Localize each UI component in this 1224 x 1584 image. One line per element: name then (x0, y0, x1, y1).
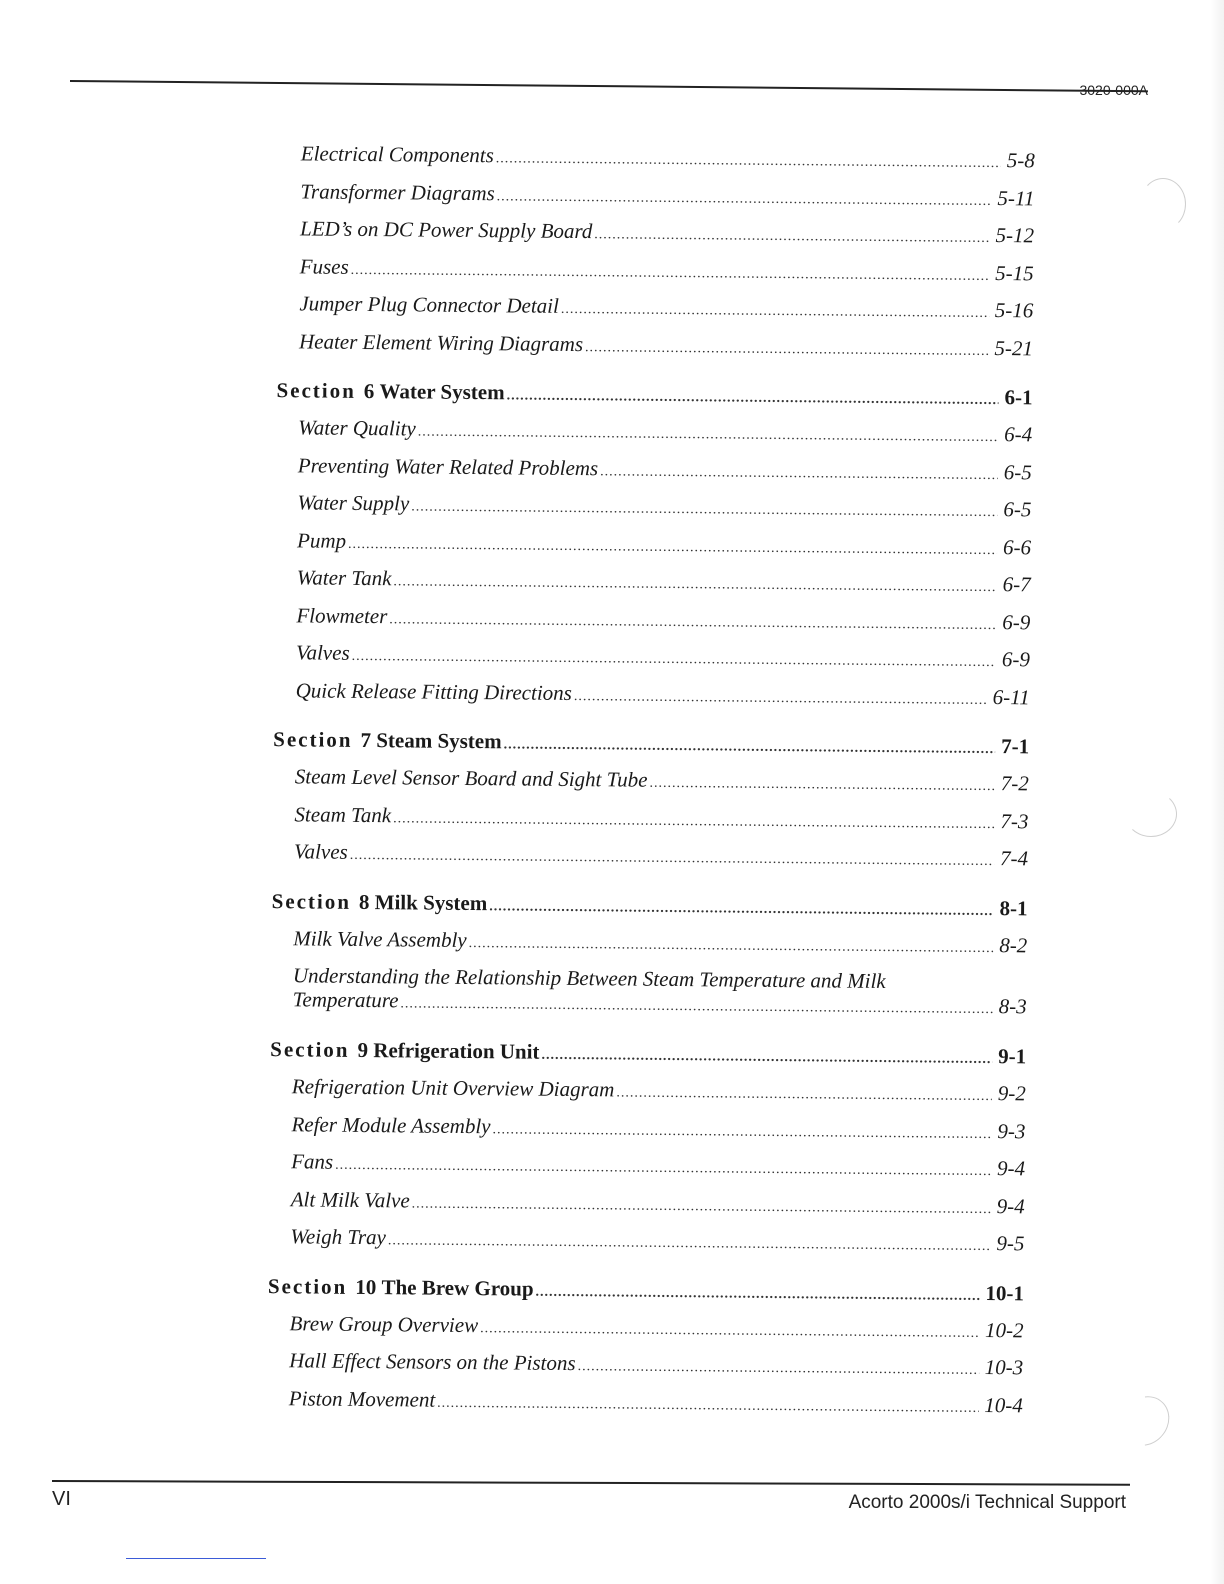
dot-leader (468, 924, 993, 967)
dot-leader (388, 1222, 991, 1265)
footer-rule (52, 1480, 1130, 1486)
section-number: 10 (355, 1274, 377, 1299)
toc-entry-page: 7-2 (1000, 771, 1029, 796)
page-number: VI (52, 1488, 71, 1510)
toc-entry-title: Piston Movement (288, 1385, 436, 1412)
section-label: Section (273, 727, 353, 752)
toc-entry-page: 9-4 (996, 1193, 1025, 1218)
toc-entry-page: 6-5 (1003, 459, 1032, 484)
section-title: Milk System (374, 889, 488, 915)
footer-product-title: Acorto 2000s/i Technical Support (848, 1492, 1126, 1513)
toc-entry-title: Understanding the Relationship Between Steam Temperature and Milk (292, 963, 886, 993)
scan-edge-shadow (1210, 0, 1224, 1584)
toc-entry-page: 8-2 (999, 932, 1028, 957)
section-page: 10-1 (985, 1280, 1025, 1305)
toc-section-9 (254, 1031, 1026, 1263)
toc-entry-page: 9-4 (997, 1156, 1026, 1181)
section-number: 9 (357, 1037, 369, 1063)
dot-leader (506, 377, 998, 419)
section-number: 6 (363, 378, 375, 404)
dot-leader (335, 1147, 991, 1191)
toc-entry-page: 5-12 (995, 223, 1035, 248)
toc-entry-page: 7-3 (1000, 808, 1029, 833)
section-title: Refrigeration Unit (373, 1038, 540, 1064)
toc-entry-page: 5-21 (994, 335, 1034, 360)
toc-entry-title: Refer Module Assembly (291, 1111, 491, 1138)
dot-leader (585, 329, 989, 370)
section-number: 8 (358, 889, 370, 914)
dot-leader (492, 1111, 991, 1153)
dot-leader (649, 765, 995, 806)
toc-entry-page: 6-5 (1003, 497, 1032, 522)
dot-leader (393, 563, 997, 606)
toc-entry-title: Jumper Plug Connector Detail (299, 291, 560, 318)
dot-leader (616, 1074, 992, 1115)
dot-leader (561, 291, 989, 333)
section-label: Section (270, 1037, 350, 1062)
toc-entry-page: 6-6 (1002, 534, 1032, 559)
toc-entry-title: Brew Group Overview (289, 1310, 479, 1337)
toc-entry-page: 7-4 (999, 846, 1029, 871)
toc-entry-title: Fans (291, 1149, 334, 1174)
punch-hole-bottom (1111, 1386, 1180, 1455)
document-number: 3020-000A (1079, 82, 1148, 98)
toc-entry-page: 6-7 (1002, 572, 1031, 597)
toc-entry-title: Steam Level Sensor Board and Sight Tube (294, 764, 648, 792)
toc-entry-page: 5-8 (1006, 148, 1035, 173)
toc-entry-title: Milk Valve Assembly (293, 925, 467, 952)
toc-entry-title: Valves (295, 640, 350, 665)
toc-entry-page: 10-4 (984, 1392, 1023, 1417)
dot-leader (400, 992, 992, 1022)
toc-section-7 (258, 721, 1029, 878)
toc-entry-page: 6-11 (992, 684, 1030, 709)
toc-entry-title: Fuses (299, 253, 349, 279)
dot-leader (577, 1348, 978, 1389)
dot-leader (350, 837, 995, 881)
toc-entry-title: Heater Element Wiring Diagrams (298, 328, 584, 356)
toc-entry-page: 9-2 (997, 1081, 1026, 1106)
toc-entry-title: Hall Effect Sensors on the Pistons (289, 1348, 576, 1376)
dot-leader (411, 488, 998, 531)
dot-leader (496, 140, 1001, 182)
toc-entry-title: Steam Tank (294, 801, 392, 827)
toc-entry-title: Weigh Tray (290, 1224, 387, 1250)
dot-leader (489, 888, 994, 930)
toc-entry-page: 6-9 (1001, 647, 1031, 672)
toc-entry-page: 6-9 (1002, 609, 1031, 634)
dot-leader (600, 453, 998, 494)
toc-entry-title: Water Quality (298, 415, 416, 441)
table-of-contents (253, 135, 1035, 1436)
section-title: Water System (379, 379, 505, 405)
section-page: 7-1 (1001, 734, 1030, 759)
dot-leader (437, 1384, 978, 1427)
toc-entry-page: 10-3 (984, 1354, 1024, 1380)
toc-section-8 (257, 882, 1028, 1026)
punch-hole-middle (1125, 791, 1177, 837)
dot-leader (389, 601, 996, 644)
toc-entry[interactable] (257, 957, 1028, 1026)
header-rule (70, 80, 1148, 92)
section-page: 8-1 (999, 895, 1028, 920)
toc-entry-title: Preventing Water Related Problems (297, 452, 599, 480)
section-title: Steam System (376, 728, 502, 754)
toc-section-6 (259, 372, 1032, 716)
toc-entry-page: 8-3 (998, 994, 1027, 1019)
scan-artifact-line (126, 1558, 266, 1559)
toc-entry-title: Pump (297, 527, 347, 553)
section-label: Section (276, 378, 356, 403)
toc-entry-page: 5-15 (995, 260, 1034, 285)
section-page: 6-1 (1004, 385, 1033, 410)
toc-entry-page: 9-5 (996, 1231, 1025, 1256)
section-label: Section (267, 1273, 348, 1299)
toc-entry-title: Transformer Diagrams (300, 178, 495, 205)
dot-leader (594, 216, 990, 257)
toc-entry-title: Water Supply (297, 490, 410, 516)
section-title: The Brew Group (381, 1274, 534, 1301)
toc-entry-title: Water Tank (296, 565, 392, 591)
toc-entry-title: Quick Release Fitting Directions (295, 677, 573, 705)
toc-entry-page: 5-16 (994, 298, 1034, 323)
dot-leader (348, 525, 997, 569)
toc-entry-title: Flowmeter (296, 602, 388, 628)
toc-entry-title: LED’s on DC Power Supply Board (299, 216, 593, 244)
section-label: Section (271, 888, 352, 914)
toc-entry-title-continuation: Temperature (292, 987, 399, 1013)
dot-leader (574, 677, 987, 718)
dot-leader (412, 1185, 991, 1228)
section-page: 9-1 (998, 1044, 1027, 1069)
punch-hole-top (1140, 178, 1186, 230)
toc-entry-title: Refrigeration Unit Overview Diagram (291, 1074, 615, 1102)
toc-preamble (263, 135, 1035, 367)
toc-entry-continuation (293, 987, 1027, 1022)
toc-entry-title: Electrical Components (300, 141, 494, 168)
toc-entry-page: 10-2 (984, 1317, 1024, 1342)
section-number: 7 (360, 727, 372, 753)
dot-leader (535, 1273, 979, 1314)
toc-section-10 (253, 1267, 1024, 1424)
toc-entry-title: Alt Milk Valve (290, 1186, 410, 1212)
toc-entry-title: Valves (294, 839, 348, 864)
dot-leader (393, 800, 995, 843)
toc-entry-page: 5-11 (997, 185, 1035, 210)
toc-entry-page: 6-4 (1004, 422, 1033, 447)
toc-entry-page: 9-3 (997, 1118, 1026, 1143)
